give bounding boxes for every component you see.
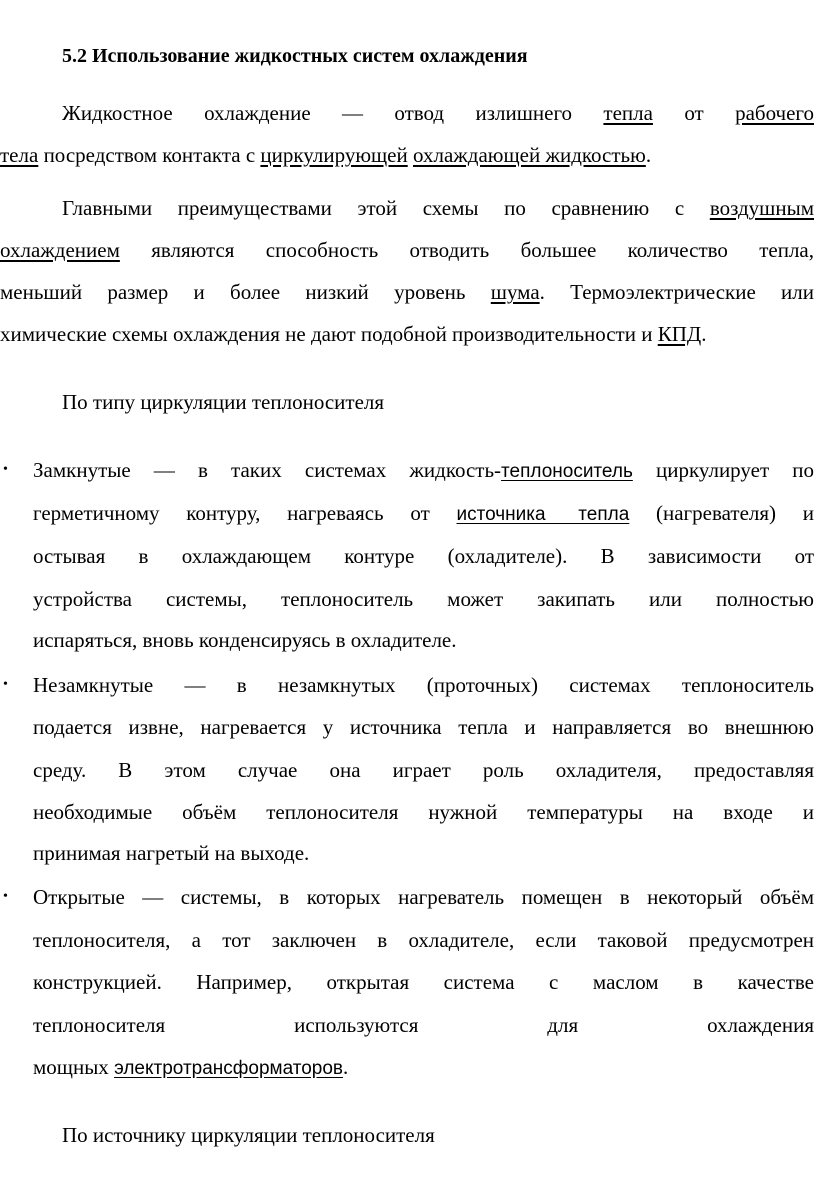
text: . [645,143,652,167]
text: . [343,1055,349,1079]
link-noise[interactable]: шума [490,280,540,304]
link-working[interactable]: рабочего [735,101,814,125]
item2-line-4: необходимые объём теплоносителя нужной температуры на входе и [33,800,814,824]
text: (нагревателя) и [656,501,814,525]
text: от [684,101,704,125]
text: меньший размер и более низкий уровень [0,280,466,304]
bullet-icon: • [3,889,8,904]
item2-line-5: принимая нагретый на выходе. [33,841,310,865]
text: Замкнутые — в таких системах жидкость- [33,458,502,482]
intro-line-1 [62,98,814,128]
link-body[interactable]: тела [0,143,39,167]
item3-line-4: теплоносителя используются для охлаждения [33,1013,814,1037]
text: химические схемы охлаждения не дают подобной производительности и [0,322,653,346]
item2-line-2: подается извне, нагревается у источника тепла и направляется во внешнюю [33,715,814,739]
bullet-icon: • [3,677,8,692]
link-heat-source[interactable]: источника тепла [456,504,630,525]
item3-line-5 [33,1052,348,1082]
item1-line-2 [33,498,814,528]
link-circulating[interactable]: циркулирующей [260,143,408,167]
text: Жидкостное охлаждение — отвод излишнего [62,101,573,125]
text: мощных [33,1055,109,1079]
subsection-title: По типу циркуляции теплоносителя [62,390,385,414]
adv-line-2 [0,235,814,265]
link-heat-carrier[interactable]: теплоноситель [501,461,633,482]
item1-line-4: устройства системы, теплоноситель может закипать или полностью [33,587,814,611]
text: посредством контакта с [43,143,256,167]
text: циркулирует по [656,458,814,482]
bullet-icon: • [3,462,8,477]
link-air[interactable]: воздушным [709,196,814,220]
text: Главными преимуществами этой схемы по сравнению с [62,196,685,220]
adv-line-4 [0,319,706,349]
item3-line-1: Открытые — системы, в которых нагреватель помещен в некоторый объём [33,885,814,909]
item1-line-3: остывая в охлаждающем контуре (охладителе). В зависимости от [33,544,814,568]
item1-line-1 [33,455,814,485]
item1-line-5: испаряться, вновь конденсируясь в охладителе. [33,628,457,652]
text: . [701,322,707,346]
item2-line-1: Незамкнутые — в незамкнутых (проточных) системах теплоноситель [33,673,814,697]
item3-line-3: конструкцией. Например, открытая система с маслом в качестве [33,970,814,994]
adv-line-1 [62,193,814,223]
text: герметичному контуру, нагреваясь от [33,501,430,525]
subsection-title: По источнику циркуляции теплоносителя [62,1123,435,1147]
intro-line-2 [0,140,651,170]
item3-line-2: теплоносителя, а тот заключен в охладителе, если таковой предусмотрен [33,928,814,952]
link-coolant[interactable]: охлаждающей жидкостью [413,143,646,167]
text: являются способность отводить большее количество тепла, [151,238,814,262]
adv-line-3 [0,277,814,307]
link-transformers[interactable]: электротрансформаторов [114,1058,344,1079]
link-efficiency[interactable]: КПД [657,322,702,346]
section-heading: 5.2 Использование жидкостных систем охлаждения [62,45,528,67]
text: . Термоэлектрические или [539,280,814,304]
item2-line-3: среду. В этом случае она играет роль охладителя, предоставляя [33,758,814,782]
link-cooling[interactable]: охлаждением [0,238,120,262]
link-heat[interactable]: тепла [603,101,653,125]
